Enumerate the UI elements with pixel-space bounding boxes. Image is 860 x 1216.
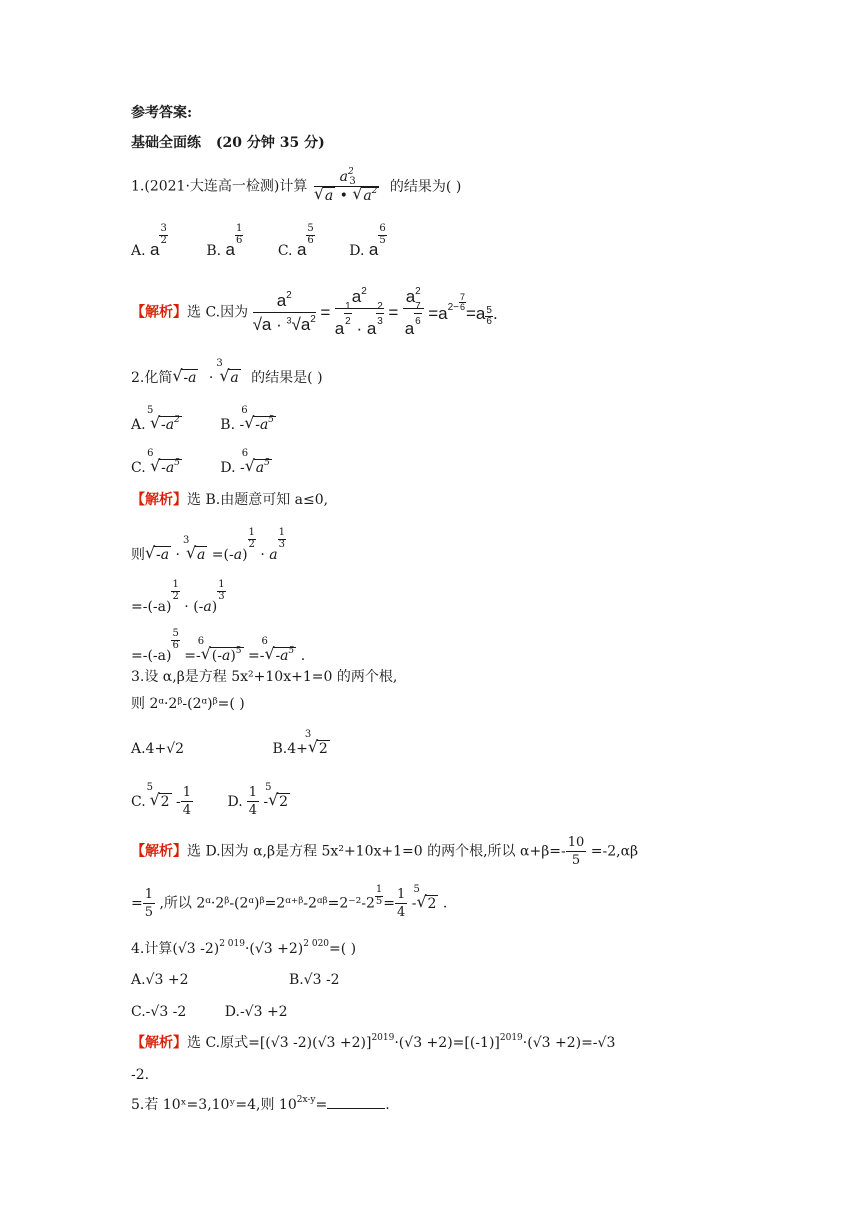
q3-option-b: B.4+ 3 √ 2 (272, 729, 328, 757)
q1-fraction-3: a2 a $\frac{7}{6}$ (403, 288, 424, 337)
q2-step-3: =-(-a) $\frac{5}{6}$ =- 6 √ $(-a)^5$ =- 6 √ $-a^5$ . (131, 628, 306, 664)
q2-analysis: 【解析】选 B.由题意可知 a≤0, (131, 492, 329, 508)
q4-option-d: D.-√3 +2 (224, 1004, 288, 1020)
q3-analysis-line-2: = $\frac{1}{5}$ ,所以 2ᵅ·2ᵝ-(2ᵅ)ᵝ=2ᵅ⁺ᵝ-2ᵅᵝ=2⁻²-2 $\frac{1}{5}$ = $\frac{1}{4}$ - 5 √ 2 . (131, 883, 448, 920)
question-1 (131, 167, 462, 204)
q2-options-ab (131, 405, 276, 433)
q1-fraction: $a^2$ √ a • 3 √ $a^2$ (313, 167, 378, 204)
q1-fraction-2: a2 a $\frac{1}{2}$ · a $\frac{2}{3}$ (334, 286, 383, 338)
question-3-line-2: 则 2ᵅ·2ᵝ-(2ᵅ)ᵝ=( ) (131, 696, 245, 712)
q1-option-d: D. a $\frac{6}{5}$ (349, 223, 386, 259)
q3-analysis: 【解析】选 D.因为 α,β是方程 5x²+10x+1=0 的两个根,所以 α+β=- $\frac{10}{5}$ =-2,αβ (131, 835, 639, 868)
q1-options (131, 223, 387, 259)
q4-options-cd (131, 1005, 288, 1019)
q2-option-c: C. 6 √ $-a^5$ (131, 448, 180, 476)
q2-step-1: 则 √ -a · 3 √ a =(-a) $\frac{1}{2}$ · a $\frac{1}{3}$ (131, 527, 286, 563)
q3-option-c: C. 5 √ 2 - $\frac{1}{4}$ (131, 781, 192, 818)
q2-step-2: =-(-a) $\frac{1}{2}$ · (-a) $\frac{1}{3}$ (131, 579, 225, 615)
q1-option-b: B. a $\frac{1}{6}$ (206, 223, 243, 259)
question-3: 3.设 α,β是方程 5x²+10x+1=0 的两个根, (131, 669, 398, 685)
section-title (131, 136, 325, 150)
question-4: 4.计算(√3 $-2)^{2 019}\cdot(√3 +2)^{2 020}=$( ) (131, 939, 357, 957)
analysis-tag: 【解析】 (131, 304, 187, 321)
q1-fraction-1: $\frac{a2}{√a \cdot ^3√a2}$ (252, 290, 316, 334)
q4-option-a: A.√3 +2 (131, 972, 189, 988)
q4-options-ab (131, 973, 340, 987)
q1-option-a: A. a $\frac{3}{2}$ (131, 223, 167, 259)
q4-analysis-line-2: -2. (131, 1067, 150, 1083)
section-meta: (20 分钟 35 分) (215, 135, 325, 151)
q2-option-d: D. - 6 √ $a^5$ (220, 448, 270, 476)
q3-options-cd (131, 781, 290, 818)
q1-analysis: 【解析】选 C.因为 $\frac{a2}{√a \cdot ^3√a2}$ = a2 a $\frac{1}{2}$ · a $\frac{2}{3}$ = a2 a $\frac{7}{6}$ =a2− $\frac{7}{6}$ =a $\frac{5}{6}$ . (131, 286, 498, 338)
q3-option-d: D. $\frac{1}{4}$ - 5 √ 2 (227, 781, 289, 818)
q4-analysis: 【解析】选 C.原式=[(√3 $-2)(√3 +2)]^{2019}\cdot(√3 +2)=[(-1)]^{2019}\cdot(√3 +2)=-√3$ (131, 1033, 616, 1051)
question-2: 2.化简 √ -a · 3 √ a 的结果是( ) (131, 358, 323, 386)
q4-option-b: B.√3 -2 (288, 972, 340, 988)
answer-title: 参考答案: (131, 105, 193, 121)
q1-option-c: C. a $\frac{5}{6}$ (277, 223, 314, 259)
q1-stem: 1.(2021·大连高一检测)计算 (131, 178, 308, 195)
q5-answer-blank[interactable] (327, 1098, 385, 1109)
q1-stem-post: 的结果为( ) (389, 178, 462, 195)
section-name: 基础全面练 (131, 135, 201, 151)
q2-option-b: B. - 6 √ $-a^5$ (220, 405, 275, 433)
q2-options-cd (131, 448, 272, 476)
q2-option-a: A. 5 √ $-a^2$ (131, 405, 180, 433)
q3-options-ab (131, 729, 330, 757)
question-5: 5.若 10ˣ=3,10ʸ=4,则 $10^{2x-y}=$ . (131, 1095, 390, 1113)
q3-option-a: A.4+√2 (131, 741, 185, 757)
q4-option-c: C.-√3 -2 (131, 1004, 187, 1020)
